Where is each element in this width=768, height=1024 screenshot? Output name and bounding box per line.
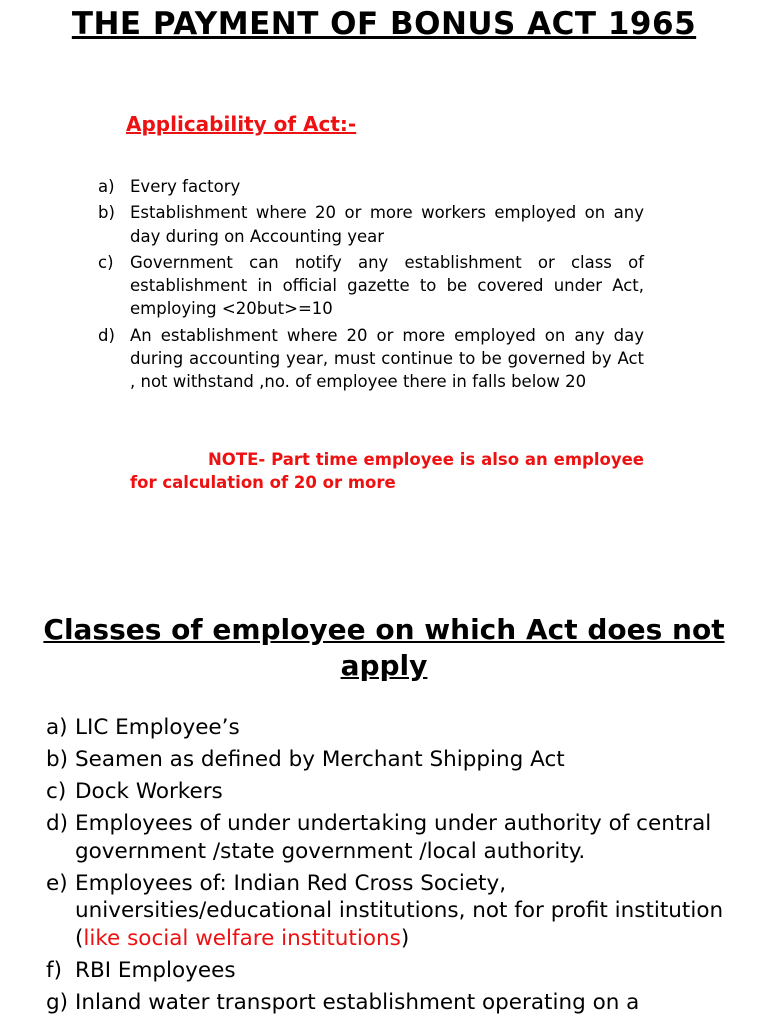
list-item-text: Employees of under undertaking under authority of central government /state government /local authority.	[75, 811, 712, 864]
list-item-text-part: )	[400, 925, 410, 951]
exclusions-list	[46, 714, 726, 1021]
list-item	[98, 324, 644, 394]
list-item-text: Every factory	[130, 177, 241, 196]
list-item	[46, 870, 726, 953]
list-item	[46, 714, 726, 742]
list-item	[46, 957, 726, 985]
list-marker: f)	[46, 957, 62, 983]
list-item-text: Establishment where 20 or more workers employed on any day during on Accounting year	[130, 203, 644, 246]
list-marker: a)	[98, 177, 115, 196]
list-marker: c)	[46, 779, 67, 804]
list-item	[46, 810, 726, 865]
list-item-text: RBI Employees	[75, 957, 236, 983]
list-item-text: Dock Workers	[75, 779, 223, 804]
applicability-heading: Applicability of Act:-	[126, 112, 357, 136]
list-item	[98, 251, 644, 321]
list-item-text-part: Employees of: Indian Red Cross Society, universities/educational institutions, not for profit institution (	[75, 870, 724, 951]
list-item-text: Inland water transport establishment operating on a	[75, 989, 640, 1015]
list-marker: g)	[46, 989, 69, 1015]
applicability-list	[98, 175, 644, 397]
list-item-text: Seamen as defined by Merchant Shipping Act	[75, 747, 565, 772]
list-item	[46, 746, 726, 774]
list-item	[46, 989, 726, 1017]
list-marker: d)	[98, 325, 115, 345]
list-marker: d)	[46, 811, 69, 836]
list-item-text: LIC Employee’s	[75, 715, 240, 740]
classes-heading: Classes of employee on which Act does not apply	[43, 613, 725, 682]
list-item	[98, 175, 644, 198]
list-item-text	[75, 870, 726, 953]
list-item-text: Government can notify any establishment or class of establishment in official gazette to be covered under Act, employing <20but>=10	[130, 252, 644, 319]
list-marker: b)	[98, 203, 115, 223]
list-marker: e)	[46, 870, 68, 896]
list-marker: c)	[98, 252, 114, 272]
highlighted-text: like social welfare institutions	[83, 925, 401, 951]
list-item	[46, 778, 726, 806]
list-item-text: An establishment where 20 or more employed on any day during accounting year, must continue to be governed by Act , not withstand ,no. of employee there in falls below 20	[130, 325, 644, 392]
list-marker: a)	[46, 715, 68, 740]
page-title: THE PAYMENT OF BONUS ACT 1965	[71, 6, 697, 42]
note-text: NOTE- Part time employee is also an employee for calculation of 20 or more	[130, 450, 644, 493]
list-item	[98, 201, 644, 248]
list-marker: b)	[46, 747, 69, 772]
